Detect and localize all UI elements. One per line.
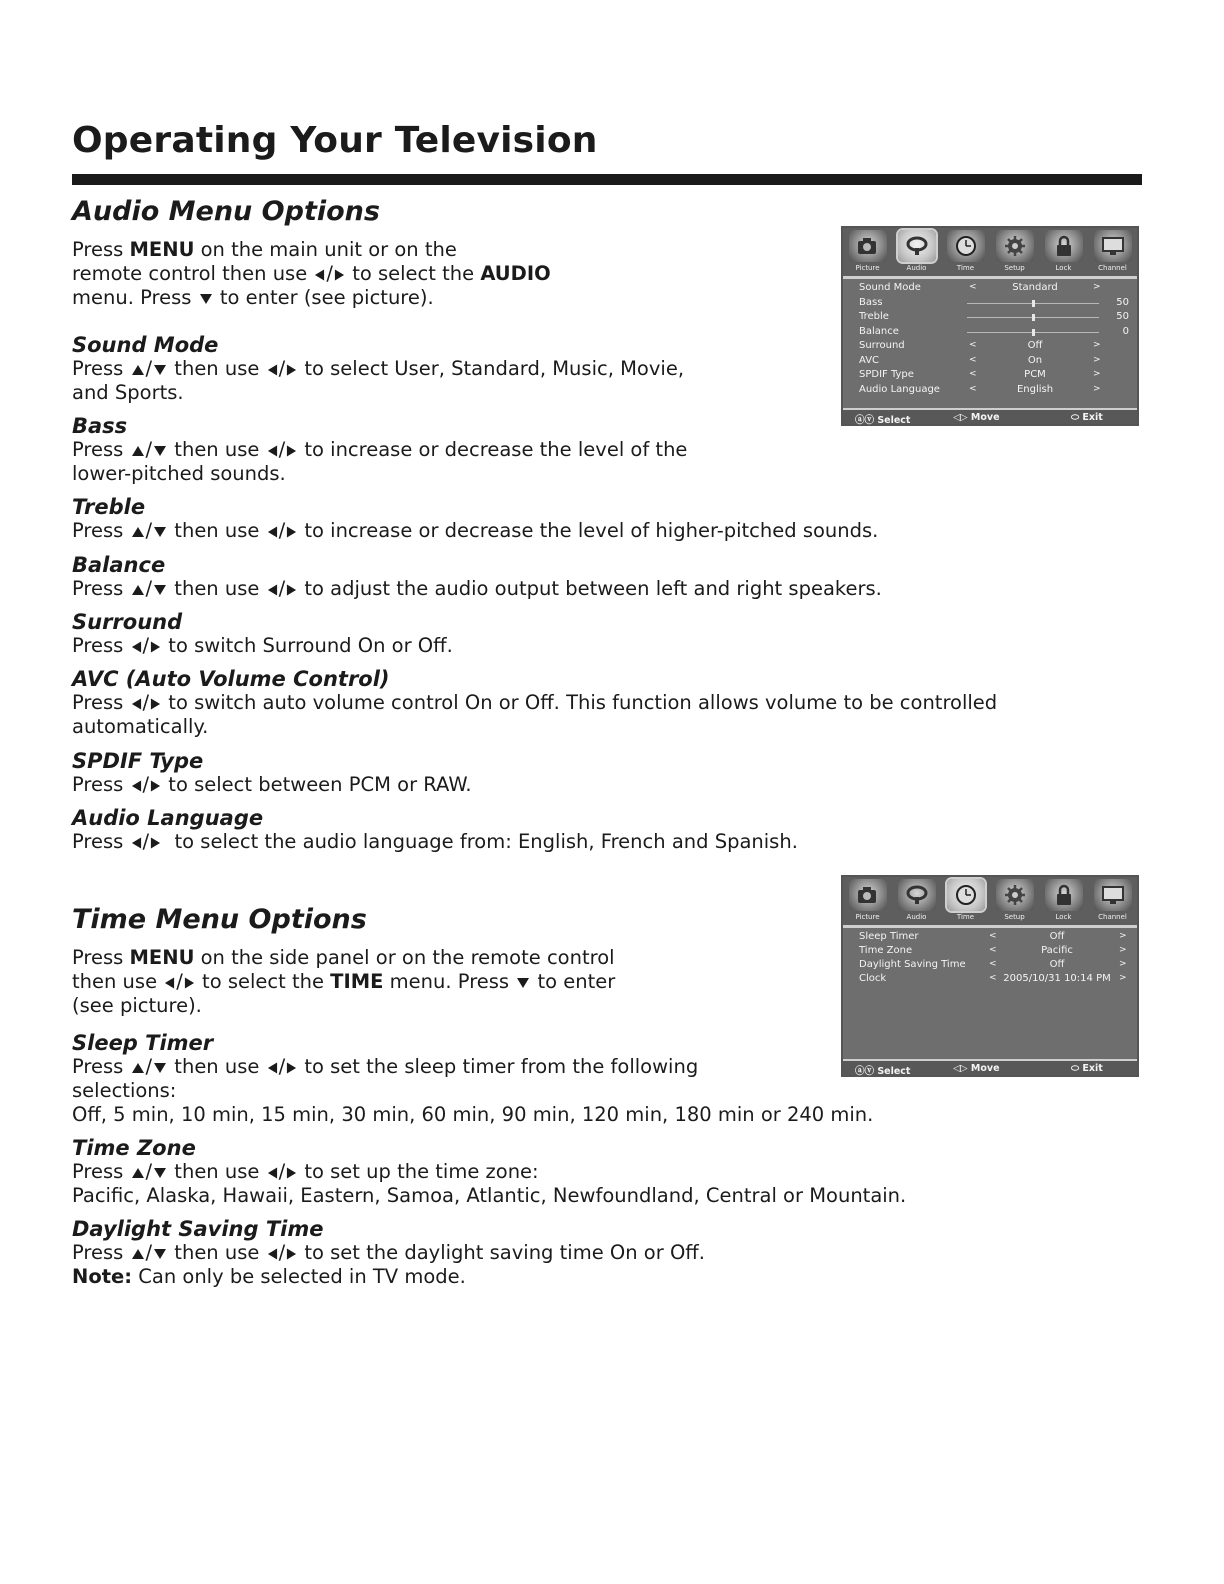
text: to select User, Standard, Music, Movie, <box>298 357 685 380</box>
osd-rows <box>843 279 1137 397</box>
text: then use <box>168 1160 266 1183</box>
osd-tab-label: Channel <box>1098 913 1127 921</box>
osd-tab-label: Time <box>956 913 975 921</box>
surround-heading: Surround <box>72 610 183 634</box>
text: then use <box>168 438 266 461</box>
gear-icon <box>996 230 1034 262</box>
osd-tab-label: Setup <box>1004 264 1025 272</box>
footer-exit: ⬭ Exit <box>1071 412 1103 423</box>
sound-mode-item: Sound Mode Press / then use / to select User, Standard, Music, Movie, and Sports. <box>72 333 812 405</box>
camera-icon <box>849 879 887 911</box>
right-arrow-icon <box>286 444 297 458</box>
osd-tab-label: Lock <box>1055 264 1072 272</box>
osd-row-label: AVC <box>859 354 880 366</box>
text: Press <box>72 773 130 796</box>
text: Can only be selected in TV mode. <box>132 1265 466 1288</box>
osd-row-label: Daylight Saving Time <box>859 959 966 970</box>
left-arrow-icon <box>164 976 175 990</box>
right-chevron-icon: > <box>1093 369 1101 379</box>
osd-row-label: Clock <box>859 973 887 984</box>
osd-tab-picture <box>846 230 890 274</box>
osd-tab-lock <box>1042 879 1086 923</box>
text: to enter (see picture). <box>213 286 434 309</box>
down-arrow-icon <box>516 977 530 989</box>
audio-menu-screenshot <box>841 226 1139 426</box>
osd-tab-bar <box>843 228 1137 276</box>
monitor-icon <box>1094 230 1132 262</box>
left-chevron-icon: < <box>969 369 977 379</box>
text: menu. Press <box>383 970 516 993</box>
left-arrow-icon <box>131 640 142 654</box>
text: to select between PCM or RAW. <box>162 773 472 796</box>
left-arrow-icon <box>131 697 142 711</box>
osd-tab-label: Setup <box>1004 913 1025 921</box>
left-chevron-icon: < <box>969 383 977 394</box>
text: Press <box>72 830 130 853</box>
osd-tab-label: Audio <box>906 264 927 272</box>
time-zone-heading: Time Zone <box>72 1136 196 1160</box>
osd-tab-channel <box>1091 230 1135 274</box>
osd-row <box>843 383 1137 398</box>
right-arrow-icon <box>286 1061 297 1075</box>
osd-row <box>843 930 1137 944</box>
right-chevron-icon: > <box>1093 383 1101 394</box>
right-arrow-icon <box>286 1166 297 1180</box>
text: Press <box>72 238 130 261</box>
note-label: Note: <box>72 1265 133 1288</box>
left-arrow-icon <box>131 836 142 850</box>
left-arrow-icon <box>267 444 278 458</box>
text: Press <box>72 519 130 542</box>
text: to switch auto volume control On or Off. This function allows volume to be controlled <box>162 691 998 714</box>
right-arrow-icon <box>286 525 297 539</box>
up-arrow-icon <box>131 1248 145 1260</box>
text: lower-pitched sounds. <box>72 462 286 485</box>
down-arrow-icon <box>153 1167 167 1179</box>
camera-icon <box>849 230 887 262</box>
osd-slider <box>967 317 1099 318</box>
text: menu. Press <box>72 286 198 309</box>
text: Move <box>970 412 1000 423</box>
right-chevron-icon: > <box>1119 973 1127 983</box>
osd-row-value: On <box>1027 354 1043 366</box>
text: then use <box>168 1055 266 1078</box>
osd-row <box>843 281 1137 296</box>
text: Press <box>72 634 130 657</box>
footer-select: ⓐⓥ Select <box>855 415 911 426</box>
lock-icon <box>1045 230 1083 262</box>
treble-item: Treble Press / then use / to increase or decrease the level of higher-pitched sounds. <box>72 495 1132 543</box>
osd-rows <box>843 928 1137 986</box>
up-arrow-icon <box>131 445 145 457</box>
spdif-heading: SPDIF Type <box>72 749 204 773</box>
osd-row-value: Off <box>1049 959 1065 970</box>
monitor-icon <box>1094 879 1132 911</box>
down-arrow-icon <box>153 1248 167 1260</box>
daylight-saving-heading: Daylight Saving Time <box>72 1217 324 1241</box>
text: (see picture). <box>72 994 202 1017</box>
left-arrow-icon <box>267 363 278 377</box>
osd-footer <box>843 408 1137 424</box>
bass-heading: Bass <box>72 414 128 438</box>
text: selections: <box>72 1079 177 1102</box>
surround-item: Surround Press / to switch Surround On or Off. <box>72 610 1132 658</box>
audio-intro: Press MENU on the main unit or on the remote control then use / to select the AUDIO menu. Press to enter (see picture). <box>72 238 551 309</box>
osd-row <box>843 368 1137 383</box>
text: Press <box>72 1160 130 1183</box>
text: Select <box>877 415 911 426</box>
osd-row-label: Sound Mode <box>859 282 921 293</box>
time-zone-item: Time Zone Press / then use / to set up the time zone: Pacific, Alaska, Hawaii, Eastern, Samoa, Atlantic, Newfoundland, Central or Mountain. <box>72 1136 1132 1208</box>
osd-slider-knob <box>1032 329 1035 336</box>
up-arrow-icon <box>131 1062 145 1074</box>
right-arrow-icon <box>286 583 297 597</box>
right-chevron-icon: > <box>1093 282 1101 292</box>
right-chevron-icon: > <box>1119 959 1127 969</box>
sound-mode-heading: Sound Mode <box>72 333 219 357</box>
left-arrow-icon <box>314 268 325 282</box>
text: and Sports. <box>72 381 184 404</box>
audio-language-item: Audio Language Press / to select the audio language from: English, French and Spanish. <box>72 806 1132 854</box>
left-chevron-icon: < <box>969 354 977 365</box>
right-arrow-icon <box>150 779 161 793</box>
balance-heading: Balance <box>72 553 166 577</box>
text: then use <box>168 577 266 600</box>
text: to set the sleep timer from the following <box>298 1055 699 1078</box>
text: to increase or decrease the level of higher-pitched sounds. <box>298 519 879 542</box>
text: Pacific, Alaska, Hawaii, Eastern, Samoa, Atlantic, Newfoundland, Central or Mountain. <box>72 1184 907 1207</box>
text: Exit <box>1082 1063 1103 1074</box>
down-arrow-icon <box>153 1062 167 1074</box>
text: to switch Surround On or Off. <box>162 634 453 657</box>
osd-tab-bar <box>843 877 1137 925</box>
up-arrow-icon <box>131 1167 145 1179</box>
left-chevron-icon: < <box>989 973 997 983</box>
right-arrow-icon <box>286 363 297 377</box>
osd-tab-audio <box>895 879 939 923</box>
text: Press <box>72 357 130 380</box>
osd-tab-time <box>944 230 988 274</box>
osd-row-number: 50 <box>1116 311 1129 322</box>
audio-keyword: AUDIO <box>480 262 551 285</box>
text: then use <box>168 357 266 380</box>
osd-row-value: Standard <box>1012 282 1058 293</box>
text: Off, 5 min, 10 min, 15 min, 30 min, 60 min, 90 min, 120 min, 180 min or 240 min. <box>72 1103 874 1126</box>
osd-slider <box>967 303 1099 304</box>
up-arrow-icon <box>131 364 145 376</box>
osd-tab-channel <box>1091 879 1135 923</box>
osd-row-label: Balance <box>859 325 899 337</box>
text: Exit <box>1082 412 1103 423</box>
balance-item: Balance Press / then use / to adjust the audio output between left and right speakers. <box>72 553 1132 601</box>
text: to enter <box>531 970 616 993</box>
menu-keyword: MENU <box>129 238 195 261</box>
osd-tab-label: Audio <box>906 913 927 921</box>
osd-tab-label: Picture <box>855 913 880 921</box>
osd-tab-label: Channel <box>1098 264 1127 272</box>
osd-row <box>843 339 1137 354</box>
text: on the main unit or on the <box>194 238 457 261</box>
osd-footer <box>843 1059 1137 1075</box>
treble-heading: Treble <box>72 495 146 519</box>
daylight-saving-item: Daylight Saving Time Press / then use / to set the daylight saving time On or Off. Note: Can only be selected in TV mode. <box>72 1217 1132 1289</box>
left-arrow-icon <box>267 1247 278 1261</box>
right-arrow-icon <box>150 640 161 654</box>
right-chevron-icon: > <box>1093 354 1101 365</box>
osd-slider-knob <box>1032 314 1035 321</box>
text: Press <box>72 1055 130 1078</box>
osd-row-label: Time Zone <box>859 945 913 956</box>
text: automatically. <box>72 715 209 738</box>
text: to select the audio language from: English, French and Spanish. <box>162 830 798 853</box>
clock-icon <box>947 230 985 262</box>
osd-row-value: PCM <box>1024 369 1046 380</box>
left-arrow-icon <box>267 525 278 539</box>
right-chevron-icon: > <box>1119 945 1127 955</box>
text: remote control then use <box>72 262 314 285</box>
osd-row-label: Bass <box>859 296 883 308</box>
left-arrow-icon <box>267 1166 278 1180</box>
text: then use <box>168 519 266 542</box>
page-title: Operating Your Television <box>72 120 598 161</box>
osd-row-label: Sleep Timer <box>859 931 919 942</box>
osd-slider-knob <box>1032 300 1035 307</box>
right-arrow-icon <box>286 1247 297 1261</box>
right-arrow-icon <box>150 836 161 850</box>
up-arrow-icon <box>131 584 145 596</box>
bass-item: Bass Press / then use / to increase or decrease the level of the lower-pitched sounds. <box>72 414 812 486</box>
left-arrow-icon <box>267 1061 278 1075</box>
osd-tab-picture <box>846 879 890 923</box>
osd-tab-audio <box>895 230 939 274</box>
osd-tab-label: Picture <box>855 264 880 272</box>
text: to set up the time zone: <box>298 1160 539 1183</box>
left-chevron-icon: < <box>989 959 997 969</box>
left-chevron-icon: < <box>969 340 977 350</box>
text: Press <box>72 691 130 714</box>
osd-tab-lock <box>1042 230 1086 274</box>
clock-icon <box>947 879 985 911</box>
text: Press <box>72 946 130 969</box>
down-arrow-icon <box>153 364 167 376</box>
down-arrow-icon <box>153 445 167 457</box>
osd-row-label: Audio Language <box>859 383 940 395</box>
time-keyword: TIME <box>330 970 384 993</box>
osd-row-value: Pacific <box>1041 945 1073 956</box>
left-arrow-icon <box>267 583 278 597</box>
osd-tab-setup <box>993 230 1037 274</box>
osd-tab-label: Lock <box>1055 913 1072 921</box>
avc-item: AVC (Auto Volume Control) Press / to switch auto volume control On or Off. This function allows volume to be controlled automatically. <box>72 667 1142 739</box>
sleep-timer-item: Sleep Timer Press / then use / to set the sleep timer from the following selections: Off, 5 min, 10 min, 15 min, 30 min, 60 min, 90 min, 120 min, 180 min or 240 min. <box>72 1031 1132 1127</box>
osd-row-value: English <box>1016 383 1054 395</box>
osd-row <box>843 325 1137 340</box>
text: to set the daylight saving time On or Off. <box>298 1241 705 1264</box>
text: then use <box>72 970 164 993</box>
osd-row-value: Off <box>1049 931 1065 942</box>
title-divider <box>72 174 1142 185</box>
text: to adjust the audio output between left and right speakers. <box>298 577 882 600</box>
osd-row-number: 0 <box>1122 325 1129 337</box>
lock-icon <box>1045 879 1083 911</box>
right-arrow-icon <box>184 976 195 990</box>
osd-row-label: Surround <box>859 340 905 351</box>
osd-tab-time <box>944 879 988 923</box>
right-chevron-icon: > <box>1093 340 1101 350</box>
sleep-timer-heading: Sleep Timer <box>72 1031 214 1055</box>
left-arrow-icon <box>131 779 142 793</box>
down-arrow-icon <box>199 293 213 305</box>
osd-row <box>843 296 1137 311</box>
avc-heading: AVC (Auto Volume Control) <box>72 667 390 691</box>
left-chevron-icon: < <box>989 945 997 955</box>
footer-move: ◁▷ Move <box>953 412 1000 423</box>
right-arrow-icon <box>334 268 345 282</box>
osd-row-value: Off <box>1027 340 1043 351</box>
footer-select: ⓐⓥ Select <box>855 1066 911 1077</box>
text: Press <box>72 438 130 461</box>
up-arrow-icon <box>131 526 145 538</box>
right-arrow-icon <box>150 697 161 711</box>
speaker-icon <box>898 879 936 911</box>
spdif-item: SPDIF Type Press / to select between PCM or RAW. <box>72 749 1132 797</box>
left-chevron-icon: < <box>989 931 997 941</box>
audio-language-heading: Audio Language <box>72 806 264 830</box>
down-arrow-icon <box>153 584 167 596</box>
time-section-title: Time Menu Options <box>72 904 367 935</box>
text: Press <box>72 1241 130 1264</box>
osd-row <box>843 354 1137 369</box>
time-menu-screenshot <box>841 875 1139 1077</box>
speaker-icon <box>898 230 936 262</box>
text: Select <box>877 1066 911 1077</box>
text: Move <box>970 1063 1000 1074</box>
left-chevron-icon: < <box>969 282 977 292</box>
right-chevron-icon: > <box>1119 931 1127 941</box>
time-intro: Press MENU on the side panel or on the remote control then use / to select the TIME menu. Press to enter (see picture). <box>72 946 812 1018</box>
text: then use <box>168 1241 266 1264</box>
osd-tab-setup <box>993 879 1037 923</box>
text: Press <box>72 577 130 600</box>
gear-icon <box>996 879 1034 911</box>
text: to select the <box>346 262 481 285</box>
down-arrow-icon <box>153 526 167 538</box>
osd-slider <box>967 332 1099 333</box>
osd-row <box>843 944 1137 958</box>
footer-exit: ⬭ Exit <box>1071 1063 1103 1074</box>
osd-row <box>843 972 1137 986</box>
osd-tab-label: Time <box>956 264 975 272</box>
text: to select the <box>195 970 331 993</box>
audio-section-title: Audio Menu Options <box>72 196 380 227</box>
osd-row <box>843 958 1137 972</box>
osd-row-number: 50 <box>1116 296 1129 308</box>
osd-row-value: 2005/10/31 10:14 PM <box>1003 973 1111 984</box>
footer-move: ◁▷ Move <box>953 1063 1000 1074</box>
menu-keyword: MENU <box>129 946 195 969</box>
osd-row <box>843 310 1137 325</box>
text: on the side panel or on the remote control <box>194 946 615 969</box>
text: to increase or decrease the level of the <box>298 438 688 461</box>
osd-row-label: Treble <box>859 311 889 322</box>
osd-row-label: SPDIF Type <box>859 369 914 380</box>
